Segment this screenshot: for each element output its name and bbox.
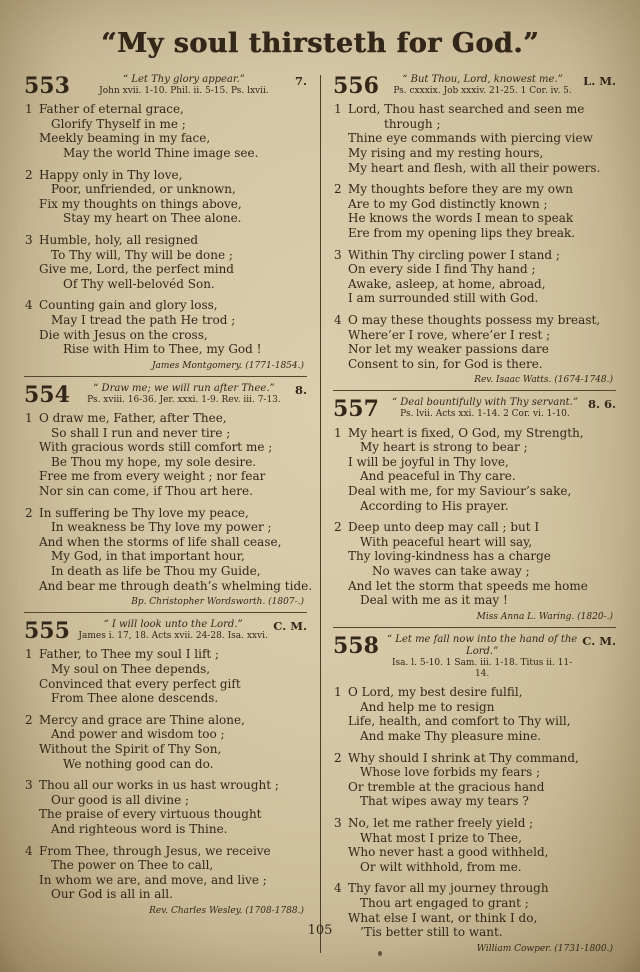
verse-line: Deal with me, for my Saviour’s sake,	[348, 483, 572, 498]
hymn-scripture-refs: James i. 17, 18. Acts xvii. 24-28. Isa. xxvi.	[78, 631, 268, 642]
verse	[333, 313, 616, 371]
hymn-header	[333, 74, 616, 97]
verse-line: From Thee, through Jesus, we receive	[39, 843, 271, 858]
hymn-separator	[333, 627, 616, 628]
verse-line: Rise with Him to Thee, my God !	[63, 342, 262, 357]
hymn-555	[24, 619, 307, 916]
verse-line: In whom we are, and move, and live ;	[39, 872, 267, 887]
hymn-quote: “ Let me fall now into the hand of the Lord.”	[387, 633, 578, 657]
column-divider	[320, 75, 321, 953]
hymn-heading	[76, 74, 292, 97]
hymn-header	[24, 383, 307, 406]
hymn-number: 553	[24, 73, 70, 99]
verse-line: With gracious words still comfort me ;	[39, 440, 273, 455]
verse	[24, 713, 307, 771]
verse-line: The power on Thee to call,	[51, 858, 214, 873]
hymn-header	[24, 618, 307, 645]
hymn-attribution: James Montgomery. (1771-1854.)	[151, 360, 304, 371]
verse-line: Thou all our works in us hast wrought ;	[39, 778, 279, 793]
hymn-558	[333, 634, 616, 954]
verse	[333, 248, 616, 306]
verse-line: In death as life be Thou my Guide,	[51, 563, 261, 578]
hymn-heading	[385, 74, 580, 97]
verse-line: Father, to Thee my soul I lift ;	[39, 647, 220, 662]
hymn-attribution: Rev. Isaac Watts. (1674-1748.)	[474, 375, 613, 386]
hymn-meter: 7.	[294, 74, 307, 88]
verse-line: Ere from my opening lips they break.	[348, 226, 576, 240]
verse-line: According to His prayer.	[360, 498, 509, 513]
verse-line: Meekly beaming in my face,	[39, 131, 211, 146]
verse-line: Die with Jesus on the cross,	[39, 327, 208, 342]
verse-number: 4	[334, 312, 342, 327]
verse-number: 4	[25, 298, 33, 313]
verse-line: In suffering be Thy love my peace,	[39, 505, 249, 520]
two-column-layout	[24, 73, 616, 959]
verse	[24, 168, 307, 226]
hymn-header	[24, 74, 307, 97]
hymn-556	[333, 74, 616, 385]
verse-line: Or wilt withhold, from me.	[360, 859, 522, 874]
verse-line: And make Thy pleasure mine.	[360, 729, 542, 743]
verse-number: 1	[334, 102, 342, 117]
hymn-meter: 8. 6.	[587, 397, 616, 412]
verse-line: Nor let my weaker passions dare	[348, 342, 549, 357]
verse-line: And power and wisdom too ;	[51, 727, 225, 742]
verse-line: And let the storm that speeds me home	[348, 578, 588, 593]
verse-line: With peaceful heart will say,	[360, 534, 533, 549]
verse-line: Consent to sin, for God is there.	[348, 356, 543, 371]
verse-line: And peaceful in Thy care.	[360, 469, 516, 484]
hymn-quote: “ Draw me; we will run after Thee.”	[93, 382, 275, 394]
verse-line: No waves can take away ;	[372, 563, 530, 578]
hymn-header	[333, 634, 616, 681]
hymn-number: 558	[333, 632, 379, 659]
verse-line: And when the storms of life shall cease,	[39, 534, 282, 549]
verse-line: Nor sin can come, if Thou art here.	[39, 483, 253, 498]
verse-line: Fix my thoughts on things above,	[39, 196, 242, 211]
verse-line: through ;	[384, 116, 441, 131]
verse-line: Awake, asleep, at home, abroad,	[348, 276, 546, 291]
hymn-attribution: Rev. Charles Wesley. (1708-1788.)	[149, 905, 304, 916]
verse-number: 2	[25, 167, 33, 182]
verse-number: 4	[25, 843, 33, 858]
verse-line: Thou art engaged to grant ;	[360, 895, 529, 910]
hymn-heading	[385, 634, 579, 681]
verse	[24, 233, 307, 291]
hymn-meter: L. M.	[583, 74, 616, 88]
verse-number: 1	[25, 647, 33, 662]
verse-line: My God, in that important hour,	[51, 549, 245, 564]
hymn-554	[24, 381, 313, 608]
verse-line: Stay my heart on Thee alone.	[63, 211, 242, 226]
verse-number: 1	[25, 411, 33, 425]
verse-line: What most I prize to Thee,	[360, 830, 522, 845]
verse-line: Counting gain and glory loss,	[39, 298, 218, 313]
verse-line: ’Tis better still to want.	[360, 925, 503, 940]
hymn-quote: “ I will look unto the Lord.”	[103, 619, 243, 631]
hymn-number: 554	[24, 381, 70, 408]
hymn-553	[24, 74, 307, 371]
hymn-number: 555	[24, 618, 70, 645]
verse-line: My rising and my resting hours,	[348, 146, 544, 161]
hymn-scripture-refs: Isa. l. 5-10. 1 Sam. iii. 1-18. Titus ii. 11-14.	[392, 657, 573, 679]
verse-number: 2	[25, 712, 33, 727]
hymn-attribution: Bp. Christopher Wordsworth. (1807-.)	[131, 597, 304, 608]
page-title: “My soul thirsteth for God.”	[100, 28, 540, 59]
verse-number: 2	[334, 750, 342, 765]
verse	[333, 816, 616, 874]
verse-line: I am surrounded still with God.	[348, 291, 539, 306]
verse-line: What else I want, or think I do,	[348, 910, 538, 925]
verse-number: 3	[25, 233, 33, 247]
verse-line: Who never hast a good withheld,	[348, 845, 549, 860]
verse-line: My heart is fixed, O God, my Strength,	[348, 425, 584, 440]
hymn-scripture-refs: John xvii. 1-10. Phil. ii. 5-15. Ps. lxvii.	[99, 86, 269, 96]
verse-line: Without the Spirit of Thy Son,	[39, 741, 222, 756]
verse-line: From Thee alone descends.	[51, 691, 219, 706]
hymn-quote: “ Deal bountifully with Thy servant.”	[391, 397, 578, 409]
hymn-557	[333, 397, 616, 621]
verse-number: 2	[25, 505, 33, 520]
verse-line: Mercy and grace are Thine alone,	[39, 712, 245, 727]
paper-speck	[378, 951, 382, 956]
verse-line: And righteous word is Thine.	[51, 821, 228, 836]
verse-line: May I tread the path He trod ;	[51, 312, 236, 327]
verse-line: On every side I find Thy hand ;	[348, 262, 536, 277]
verse-line: Free me from every weight ; nor fear	[39, 469, 266, 484]
verse-line: Convinced that every perfect gift	[39, 676, 241, 691]
verse-line: Deep unto deep may call ; but I	[348, 520, 540, 535]
verse-line: Glorify Thyself in me ;	[51, 116, 186, 131]
verse	[24, 844, 307, 902]
verse-line: To Thy will, Thy will be done ;	[51, 247, 233, 262]
verse-number: 1	[25, 102, 33, 117]
verse-line: May the world Thine image see.	[63, 146, 259, 161]
hymn-meter: C. M.	[273, 619, 307, 634]
verse-line: Or tremble at the gracious hand	[348, 779, 545, 794]
hymn-separator	[24, 376, 307, 377]
verse	[24, 647, 307, 705]
verse-line: My heart is strong to bear ;	[360, 440, 528, 455]
hymn-number: 557	[333, 396, 379, 423]
verse	[24, 102, 307, 160]
verse	[24, 778, 307, 836]
verse-line: Within Thy circling power I stand ;	[348, 247, 560, 262]
verse-line: I will be joyful in Thy love,	[348, 454, 509, 469]
hymn-quote: “ Let Thy glory appear.”	[123, 74, 245, 85]
verse-line: O may these thoughts possess my breast,	[348, 312, 601, 327]
hymn-column	[24, 73, 320, 959]
hymn-scripture-refs: Ps. xviii. 16-36. Jer. xxxi. 1-9. Rev. iii. 7-13.	[87, 394, 281, 405]
verse-line: Thine eye commands with piercing view	[348, 131, 593, 146]
verse	[24, 411, 307, 499]
verse-line: Are to my God distinctly known ;	[348, 196, 548, 211]
verse-line: Poor, unfriended, or unknown,	[51, 182, 236, 197]
verse-number: 1	[334, 685, 342, 700]
verse	[333, 751, 616, 809]
hymn-quote: “ But Thou, Lord, knowest me.”	[402, 74, 563, 85]
verse-line: And help me to resign	[360, 699, 495, 714]
verse-line: The praise of every virtuous thought	[39, 807, 262, 822]
hymn-meter: 8.	[294, 382, 307, 397]
hymn-separator	[333, 390, 616, 391]
verse	[24, 505, 313, 594]
verse-line: Lord, Thou hast searched and seen me	[348, 102, 585, 117]
verse-line: Father of eternal grace,	[39, 102, 184, 117]
verse-line: Give me, Lord, the perfect mind	[39, 262, 234, 277]
verse-line: O Lord, my best desire fulfil,	[348, 685, 523, 700]
verse-number: 4	[334, 881, 342, 896]
verse-line: Whose love forbids my fears ;	[360, 765, 541, 780]
verse-number: 3	[25, 778, 33, 793]
page-number: 105	[307, 923, 333, 938]
hymn-scripture-refs: Ps. cxxxix. Job xxxiv. 21-25. 1 Cor. iv. 5.	[393, 86, 572, 96]
verse-line: O draw me, Father, after Thee,	[39, 411, 227, 425]
verse-line: And bear me through death’s whelming tide.	[39, 578, 313, 593]
hymn-attribution: Miss Anna L. Waring. (1820-.)	[476, 611, 613, 622]
hymn-header	[333, 396, 616, 423]
verse-line: He knows the words I mean to speak	[348, 211, 574, 226]
verse-line: We nothing good can do.	[63, 756, 214, 771]
verse	[333, 102, 616, 175]
hymn-attribution: William Cowper. (1731-1800.)	[476, 943, 613, 954]
hymn-column	[320, 73, 616, 959]
verse-line: My heart and flesh, with all their powers.	[348, 160, 601, 175]
verse-number: 3	[334, 247, 342, 262]
verse-line: Our good is all divine ;	[51, 792, 190, 807]
verse-line: Be Thou my hope, my sole desire.	[51, 454, 257, 469]
verse	[333, 182, 616, 240]
hymn-scripture-refs: Ps. lvii. Acts xxi. 1-14. 2 Cor. vi. 1-10.	[400, 409, 570, 420]
hymn-heading	[385, 397, 585, 420]
hymn-number: 556	[333, 73, 379, 99]
verse-number: 2	[334, 182, 342, 197]
verse-line: No, let me rather freely yield ;	[348, 815, 534, 830]
verse-number: 2	[334, 520, 342, 535]
verse	[333, 685, 616, 743]
verse-line: Life, health, and comfort to Thy will,	[348, 714, 571, 729]
hymn-separator	[24, 612, 307, 613]
verse-number: 3	[334, 815, 342, 830]
verse-line: So shall I run and never tire ;	[51, 425, 231, 440]
verse-line: Thy favor all my journey through	[348, 881, 549, 896]
verse-line: Happy only in Thy love,	[39, 167, 183, 182]
verse-line: Why should I shrink at Thy command,	[348, 750, 579, 765]
verse-line: That wipes away my tears ?	[360, 794, 529, 809]
hymn-meter: C. M.	[582, 633, 616, 648]
verse-line: Our God is all in all.	[51, 887, 173, 902]
verse-line: Humble, holy, all resigned	[39, 233, 199, 247]
verse-line: My thoughts before they are my own	[348, 182, 573, 197]
verse-line: Where’er I rove, where’er I rest ;	[348, 327, 551, 342]
verse	[24, 298, 307, 356]
verse-line: Thy loving-kindness has a charge	[348, 549, 551, 564]
verse-line: My soul on Thee depends,	[51, 661, 211, 676]
verse-line: In weakness be Thy love my power ;	[51, 520, 272, 535]
verse-line: Of Thy well-belovéd Son.	[63, 276, 215, 291]
verse	[333, 520, 616, 608]
verse-line: Deal with me as it may !	[360, 593, 508, 608]
verse	[333, 426, 616, 514]
hymn-heading	[76, 619, 270, 642]
verse-number: 1	[334, 425, 342, 440]
hymn-heading	[76, 383, 292, 406]
